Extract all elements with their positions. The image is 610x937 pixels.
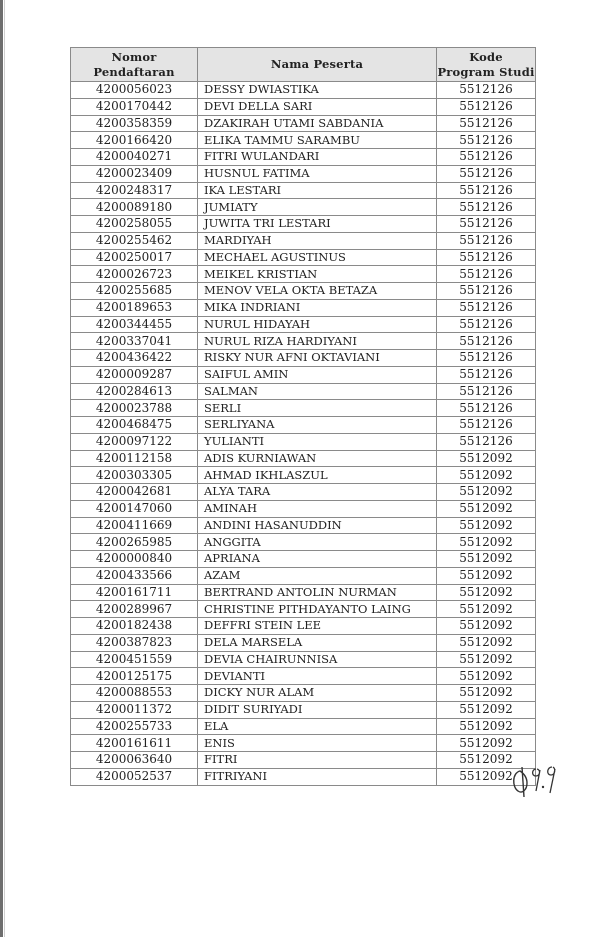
cell-nomor: 4200289967 — [71, 601, 198, 618]
cell-nomor: 4200433566 — [71, 567, 198, 584]
cell-kode: 5512092 — [437, 634, 536, 651]
cell-nama: ANDINI HASANUDDIN — [198, 517, 437, 534]
cell-nomor: 4200088553 — [71, 685, 198, 702]
cell-kode: 5512126 — [437, 82, 536, 99]
cell-nomor: 4200358359 — [71, 115, 198, 132]
table-row — [71, 450, 536, 467]
scan-edge-inner — [4, 0, 5, 937]
cell-kode: 5512092 — [437, 685, 536, 702]
cell-nama: DEVI DELLA SARI — [198, 98, 437, 115]
header-kode-line2: Program Studi — [437, 64, 535, 79]
table-row — [71, 366, 536, 383]
cell-nama: MARDIYAH — [198, 232, 437, 249]
cell-nomor: 4200161611 — [71, 735, 198, 752]
cell-nomor: 4200112158 — [71, 450, 198, 467]
cell-kode: 5512126 — [437, 433, 536, 450]
cell-nomor: 4200125175 — [71, 668, 198, 685]
cell-nomor: 4200337041 — [71, 333, 198, 350]
table-row — [71, 165, 536, 182]
table-row — [71, 98, 536, 115]
table-row — [71, 350, 536, 367]
cell-nomor: 4200344455 — [71, 316, 198, 333]
cell-kode: 5512126 — [437, 333, 536, 350]
header-kode-line1: Kode — [469, 49, 503, 64]
cell-kode: 5512126 — [437, 115, 536, 132]
cell-nomor: 4200011372 — [71, 701, 198, 718]
table-row — [71, 467, 536, 484]
cell-nama: JUWITA TRI LESTARI — [198, 216, 437, 233]
table-row — [71, 283, 536, 300]
cell-nama: YULIANTI — [198, 433, 437, 450]
cell-kode: 5512092 — [437, 618, 536, 635]
table-row — [71, 534, 536, 551]
table-row — [71, 718, 536, 735]
handwritten-initials-signature — [506, 757, 566, 805]
cell-kode: 5512126 — [437, 316, 536, 333]
cell-nama: RISKY NUR AFNI OKTAVIANI — [198, 350, 437, 367]
table-row — [71, 333, 536, 350]
cell-nomor: 4200451559 — [71, 651, 198, 668]
table-row — [71, 249, 536, 266]
cell-nama: SAIFUL AMIN — [198, 366, 437, 383]
table-header — [71, 48, 536, 82]
cell-nomor: 4200056023 — [71, 82, 198, 99]
cell-kode: 5512126 — [437, 383, 536, 400]
cell-nama: NURUL RIZA HARDIYANI — [198, 333, 437, 350]
table-row — [71, 618, 536, 635]
cell-nomor: 4200387823 — [71, 634, 198, 651]
cell-nomor: 4200255733 — [71, 718, 198, 735]
cell-nama: ANGGITA — [198, 534, 437, 551]
cell-kode: 5512126 — [437, 98, 536, 115]
cell-nomor: 4200009287 — [71, 366, 198, 383]
cell-kode: 5512092 — [437, 701, 536, 718]
cell-nama: BERTRAND ANTOLIN NURMAN — [198, 584, 437, 601]
cell-nomor: 4200097122 — [71, 433, 198, 450]
cell-nama: CHRISTINE PITHDAYANTO LAING — [198, 601, 437, 618]
cell-kode: 5512092 — [437, 567, 536, 584]
table-row — [71, 768, 536, 785]
cell-nama: DEVIA CHAIRUNNISA — [198, 651, 437, 668]
cell-nomor: 4200265985 — [71, 534, 198, 551]
table-row — [71, 551, 536, 568]
table-row — [71, 601, 536, 618]
cell-nomor: 4200170442 — [71, 98, 198, 115]
cell-kode: 5512092 — [437, 651, 536, 668]
cell-kode: 5512126 — [437, 132, 536, 149]
cell-kode: 5512126 — [437, 182, 536, 199]
cell-nama: MENOV VELA OKTA BETAZA — [198, 283, 437, 300]
cell-kode: 5512092 — [437, 752, 536, 769]
table-row — [71, 299, 536, 316]
cell-nomor: 4200182438 — [71, 618, 198, 635]
table-row — [71, 115, 536, 132]
cell-nama: AZAM — [198, 567, 437, 584]
cell-kode: 5512126 — [437, 199, 536, 216]
cell-kode: 5512092 — [437, 484, 536, 501]
cell-kode: 5512092 — [437, 768, 536, 785]
cell-nama: IKA LESTARI — [198, 182, 437, 199]
cell-kode: 5512092 — [437, 584, 536, 601]
cell-nomor: 4200468475 — [71, 417, 198, 434]
table-row — [71, 651, 536, 668]
table-row — [71, 685, 536, 702]
cell-nomor: 4200255685 — [71, 283, 198, 300]
cell-kode: 5512092 — [437, 517, 536, 534]
table-row — [71, 182, 536, 199]
cell-nomor: 4200258055 — [71, 216, 198, 233]
table-row — [71, 400, 536, 417]
cell-nama: JUMIATY — [198, 199, 437, 216]
cell-nama: NURUL HIDAYAH — [198, 316, 437, 333]
cell-nama: DEVIANTI — [198, 668, 437, 685]
table-row — [71, 735, 536, 752]
cell-nama: DESSY DWIASTIKA — [198, 82, 437, 99]
table-row — [71, 567, 536, 584]
table-row — [71, 266, 536, 283]
cell-nama: DIDIT SURIYADI — [198, 701, 437, 718]
cell-nama: MECHAEL AGUSTINUS — [198, 249, 437, 266]
cell-kode: 5512092 — [437, 668, 536, 685]
table-row — [71, 82, 536, 99]
cell-nomor: 4200248317 — [71, 182, 198, 199]
cell-nomor: 4200023788 — [71, 400, 198, 417]
cell-nama: DEFFRI STEIN LEE — [198, 618, 437, 635]
cell-kode: 5512126 — [437, 249, 536, 266]
cell-kode: 5512126 — [437, 149, 536, 166]
cell-nama: SERLIYANA — [198, 417, 437, 434]
cell-nama: AHMAD IKHLASZUL — [198, 467, 437, 484]
table-row — [71, 584, 536, 601]
cell-nama: ADIS KURNIAWAN — [198, 450, 437, 467]
cell-kode: 5512092 — [437, 735, 536, 752]
cell-kode: 5512126 — [437, 417, 536, 434]
table-row — [71, 232, 536, 249]
cell-nama: DICKY NUR ALAM — [198, 685, 437, 702]
participant-table-wrapper — [70, 47, 536, 786]
cell-kode: 5512092 — [437, 718, 536, 735]
cell-nomor: 4200166420 — [71, 132, 198, 149]
cell-kode: 5512092 — [437, 450, 536, 467]
cell-nomor: 4200042681 — [71, 484, 198, 501]
cell-nomor: 4200161711 — [71, 584, 198, 601]
cell-nama: MEIKEL KRISTIAN — [198, 266, 437, 283]
cell-nomor: 4200189653 — [71, 299, 198, 316]
cell-nama: ALYA TARA — [198, 484, 437, 501]
cell-nomor: 4200147060 — [71, 500, 198, 517]
table-row — [71, 701, 536, 718]
cell-kode: 5512126 — [437, 216, 536, 233]
cell-nomor: 4200000840 — [71, 551, 198, 568]
cell-nama: DELA MARSELA — [198, 634, 437, 651]
cell-kode: 5512126 — [437, 366, 536, 383]
cell-nama: MIKA INDRIANI — [198, 299, 437, 316]
cell-nomor: 4200411669 — [71, 517, 198, 534]
cell-nama: FITRIYANI — [198, 768, 437, 785]
table-row — [71, 752, 536, 769]
cell-kode: 5512126 — [437, 283, 536, 300]
table-row — [71, 132, 536, 149]
cell-nomor: 4200040271 — [71, 149, 198, 166]
cell-nomor: 4200063640 — [71, 752, 198, 769]
cell-kode: 5512092 — [437, 551, 536, 568]
cell-nomor: 4200284613 — [71, 383, 198, 400]
table-row — [71, 433, 536, 450]
cell-nama: FITRI — [198, 752, 437, 769]
participant-table — [70, 47, 536, 786]
cell-nomor: 4200250017 — [71, 249, 198, 266]
table-row — [71, 500, 536, 517]
cell-nama: SERLI — [198, 400, 437, 417]
cell-nomor: 4200089180 — [71, 199, 198, 216]
table-row — [71, 517, 536, 534]
table-row — [71, 149, 536, 166]
cell-nama: AMINAH — [198, 500, 437, 517]
cell-nama: ELIKA TAMMU SARAMBU — [198, 132, 437, 149]
cell-kode: 5512126 — [437, 165, 536, 182]
table-row — [71, 484, 536, 501]
table-row — [71, 383, 536, 400]
table-body — [71, 82, 536, 786]
cell-nomor: 4200023409 — [71, 165, 198, 182]
cell-kode: 5512126 — [437, 400, 536, 417]
table-row — [71, 316, 536, 333]
cell-nama: APRIANA — [198, 551, 437, 568]
header-nama-peserta: Nama Peserta — [198, 48, 437, 82]
cell-kode: 5512126 — [437, 266, 536, 283]
header-kode-program-studi — [437, 48, 536, 82]
cell-kode: 5512092 — [437, 467, 536, 484]
cell-nomor: 4200026723 — [71, 266, 198, 283]
cell-nomor: 4200052537 — [71, 768, 198, 785]
header-nomor-line2: Pendaftaran — [93, 64, 175, 79]
cell-kode: 5512092 — [437, 500, 536, 517]
cell-kode: 5512126 — [437, 350, 536, 367]
cell-nomor: 4200436422 — [71, 350, 198, 367]
table-row — [71, 199, 536, 216]
table-row — [71, 417, 536, 434]
cell-nama: ENIS — [198, 735, 437, 752]
header-nomor-pendaftaran — [71, 48, 198, 82]
cell-kode: 5512092 — [437, 534, 536, 551]
cell-nama: SALMAN — [198, 383, 437, 400]
table-row — [71, 668, 536, 685]
cell-kode: 5512126 — [437, 299, 536, 316]
cell-nomor: 4200255462 — [71, 232, 198, 249]
table-row — [71, 634, 536, 651]
cell-kode: 5512092 — [437, 601, 536, 618]
cell-kode: 5512126 — [437, 232, 536, 249]
cell-nama: HUSNUL FATIMA — [198, 165, 437, 182]
scan-edge — [0, 0, 3, 937]
cell-nomor: 4200303305 — [71, 467, 198, 484]
header-nomor-line1: Nomor — [111, 49, 157, 64]
cell-nama: DZAKIRAH UTAMI SABDANIA — [198, 115, 437, 132]
cell-nama: FITRI WULANDARI — [198, 149, 437, 166]
table-row — [71, 216, 536, 233]
cell-nama: ELA — [198, 718, 437, 735]
